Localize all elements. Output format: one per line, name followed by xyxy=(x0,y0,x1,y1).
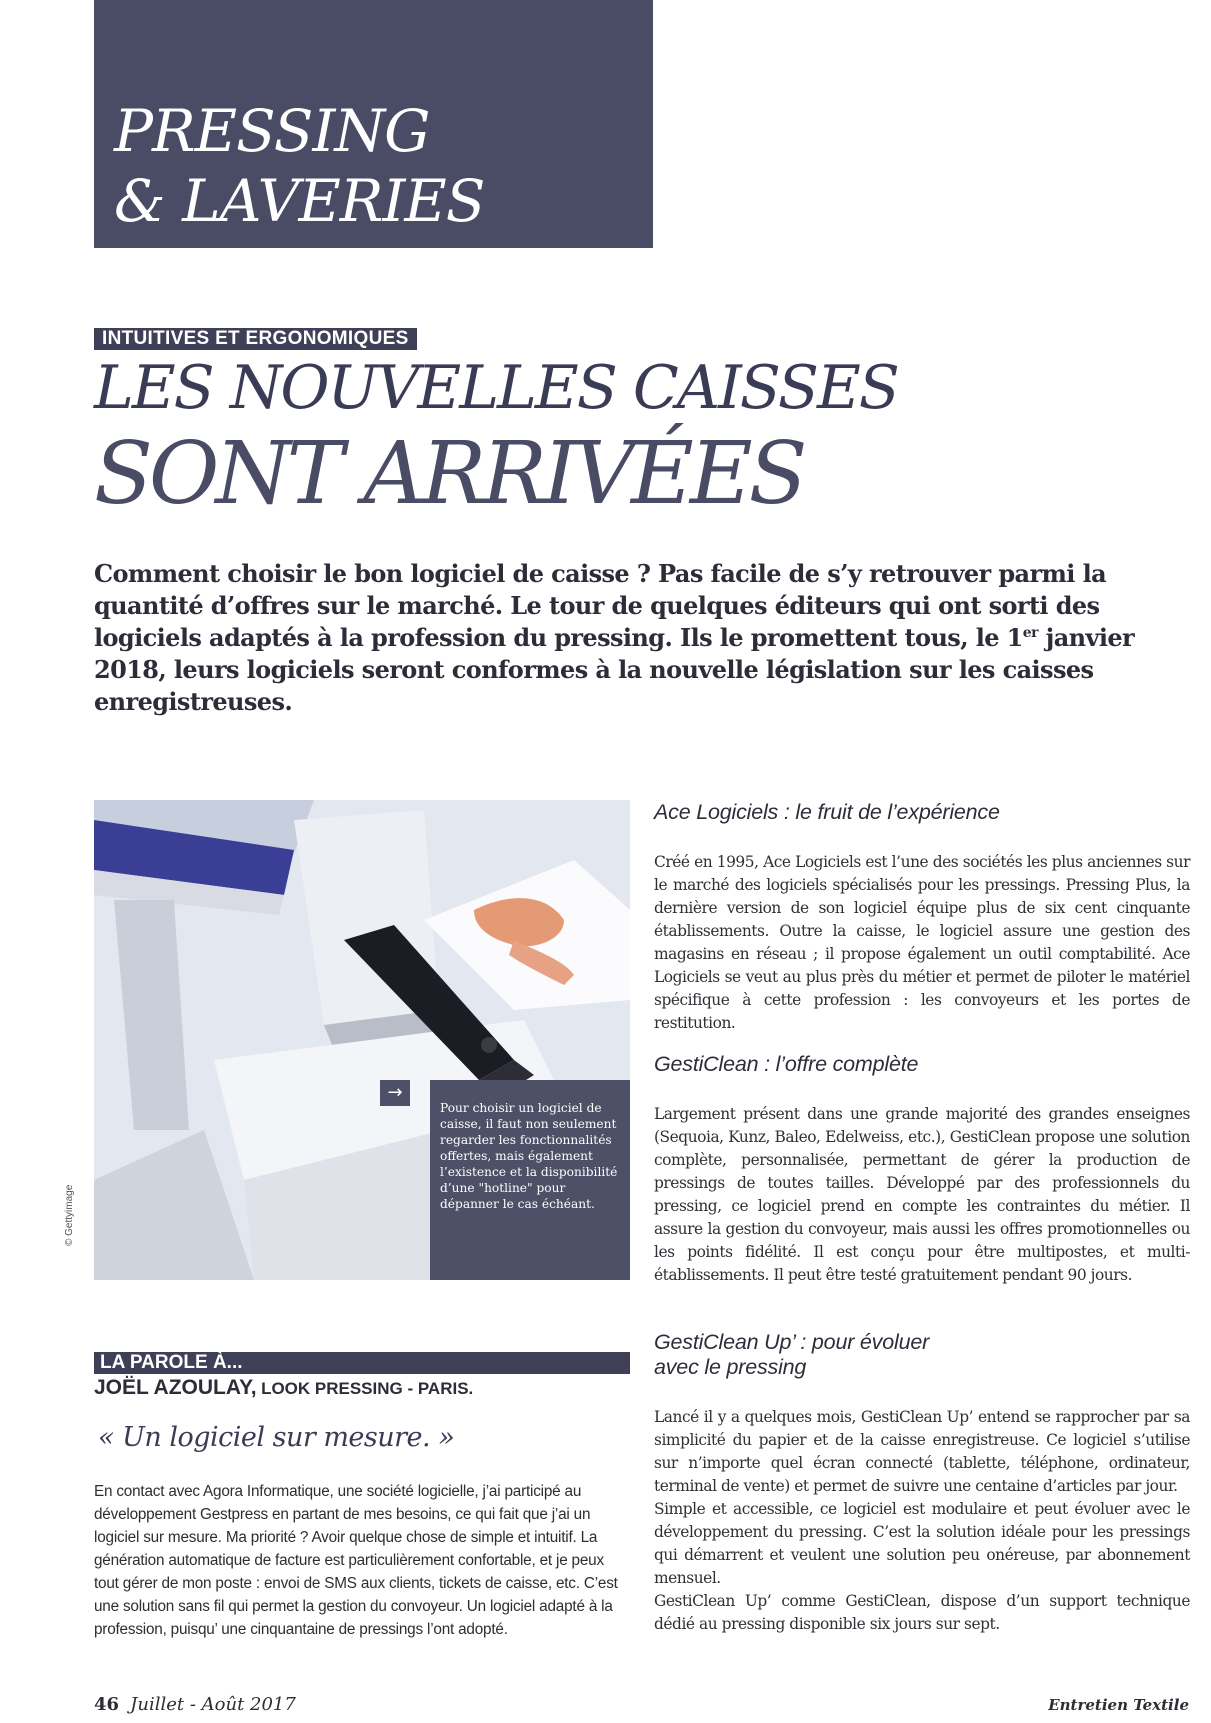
article-gesticlean-body xyxy=(654,1103,1190,1287)
article-gesticlean-title: GestiClean : l’offre complète xyxy=(654,1052,919,1076)
arrow-right-icon: → xyxy=(380,1080,410,1106)
article-gesticlean-up-title-line1: GestiClean Up’ : pour évoluer xyxy=(654,1330,930,1354)
article-ace-body xyxy=(654,851,1190,1035)
article-ace-title: Ace Logiciels : le fruit de l’expérience xyxy=(654,800,1000,824)
intro-sup: er xyxy=(1022,625,1038,641)
article-gesticlean-paragraph: Largement présent dans une grande majorité des grandes enseignes (Sequoia, Kunz, Baleo, Edelweiss, etc.), GestiClean propose une solution complète, personnalisée, permettant de gérer la production de pressings de toutes tailles. Développé par des professionnels du pressing, ce logiciel prend en compte les contraintes du métier. Il assure la gestion du convoyeur, mais aussi les offres promotionnelles ou les points fidélité. Il est conçu pour être multipostes, et multi-établissements. Il peut être testé gratuitement pendant 90 jours. xyxy=(654,1105,1190,1284)
photo-caption: Pour choisir un logiciel de caisse, il faut non seulement regarder les fonctionnalités offertes, mais également l’existence et la disponibilité d’une "hotline" pour dépanner le cas échéant. xyxy=(440,1101,618,1211)
parole-company: LOOK PRESSING - PARIS. xyxy=(261,1379,474,1398)
article-ace-paragraph: Créé en 1995, Ace Logiciels est l’une des sociétés les plus anciennes sur le marché des logiciels spécialisés pour les pressings. Pressing Plus, la dernière version de son logiciel équipe plus de six cent cinquante établissements. Outre la caisse, le logiciel assure une gestion des magasins en réseau ; il propose également un outil comptabilité. Ace Logiciels se veut au plus près du métier et permet de piloter le matériel spécifique à cette profession : les convoyeurs et les portes de restitution. xyxy=(654,853,1190,1032)
article-gesticlean-up-body xyxy=(654,1406,1190,1636)
issue-date: Juillet - Août 2017 xyxy=(130,1694,296,1715)
parole-name: JOËL AZOULAY, xyxy=(94,1376,257,1399)
article-gesticlean-up-paragraph-1: Lancé il y a quelques mois, GestiClean Up’ entend se rapprocher par sa simplicité du papier et de la caisse enregistreuse. Ce logiciel s’utilise sur n’importe quel écran connecté (tablette, téléphone, ordinateur, terminal de vente) et permet de suivre une centaine d’articles par jour. xyxy=(654,1408,1190,1495)
section-title-line2: & LAVERIES xyxy=(114,167,485,235)
page-number: 46 xyxy=(94,1694,120,1715)
article-gesticlean xyxy=(654,1052,1190,1287)
article-gesticlean-up-paragraph-2: Simple et accessible, ce logiciel est modulaire et peut évoluer avec le développement du pressing. C’est la solution idéale pour les pressings qui démarrent et veulent une solution peu onéreuse, par abonnement mensuel. xyxy=(654,1500,1190,1587)
section-header xyxy=(94,0,653,248)
parole-label: LA PAROLE À... xyxy=(94,1352,630,1374)
kicker-label: INTUITIVES ET ERGONOMIQUES xyxy=(94,328,417,350)
article-gesticlean-up xyxy=(654,1330,1190,1636)
intro-part2: janvier 2018, leurs logiciels seront conformes à la nouvelle législation sur les caisses enregistreuses. xyxy=(94,623,1135,716)
photo-credit: © Gettyimage xyxy=(64,1184,75,1246)
parole-byline xyxy=(94,1376,473,1400)
headline-line1: LES NOUVELLES CAISSES xyxy=(94,353,898,423)
parole-body: En contact avec Agora Informatique, une société logicielle, j’ai participé au développement Gestpress en partant de mes besoins, ce qui fait que j’ai un logiciel sur mesure. Ma priorité ? Avoir quelque chose de simple et intuitif. La génération automatique de facture est particulièrement confortable, et je peux tout gérer de mon poste : envoi de SMS aux clients, tickets de caisse, etc. C’est une solution sans fil qui permet la gestion du convoyeur. Un logiciel adapté à la profession, puisqu’ une cinquantaine de pressings l’ont adopté. xyxy=(94,1483,618,1638)
intro-paragraph xyxy=(94,558,1154,718)
magazine-name: Entretien Textile xyxy=(1048,1696,1189,1714)
article-gesticlean-up-paragraph-3: GestiClean Up’ comme GestiClean, dispose d’un support technique dédié au pressing disponible six jours sur sept. xyxy=(654,1592,1190,1633)
article-ace xyxy=(654,800,1190,1035)
article-gesticlean-up-title-line2: avec le pressing xyxy=(654,1355,807,1379)
headline-line2: SONT ARRIVÉES xyxy=(94,424,804,524)
intro-part1: Comment choisir le bon logiciel de caisse ? Pas facile de s’y retrouver parmi la quantité d’offres sur le marché. Le tour de quelques éditeurs qui ont sorti des logiciels adaptés à la profession du pressing. Ils le promettent tous, le 1 xyxy=(94,559,1107,652)
section-title-line1: PRESSING xyxy=(114,97,430,165)
photo-caption-box xyxy=(430,1080,630,1280)
page-footer-left xyxy=(94,1694,296,1715)
parole-quote: « Un logiciel sur mesure. » xyxy=(98,1422,455,1453)
